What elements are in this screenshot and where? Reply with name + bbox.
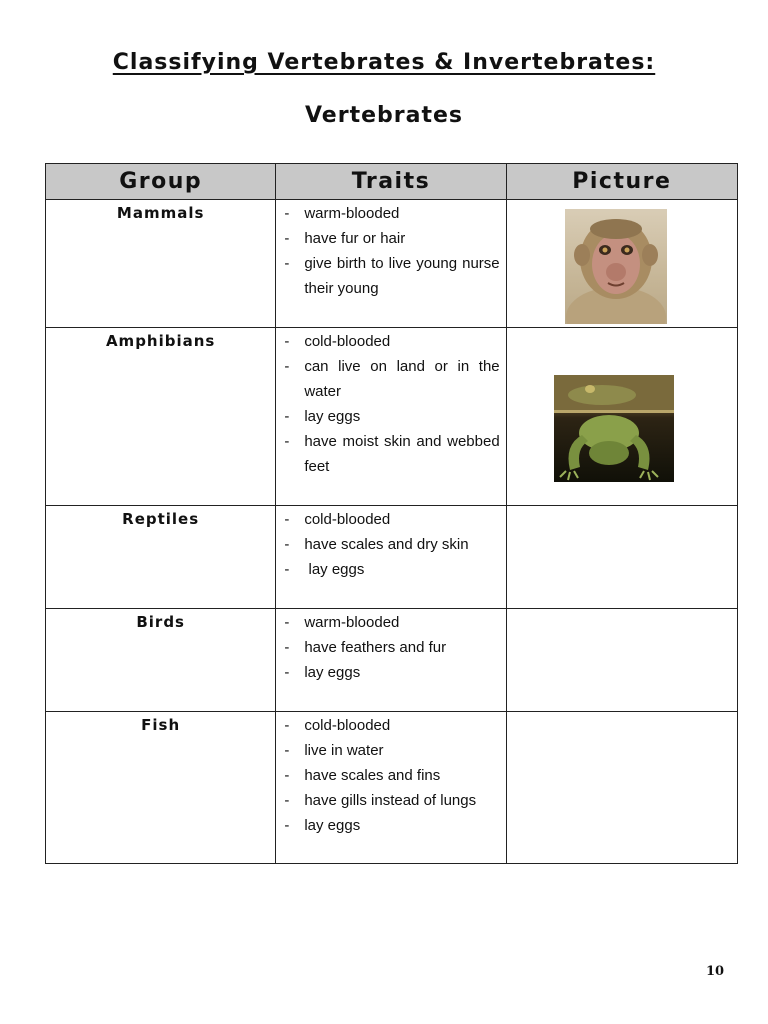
picture-cell	[506, 506, 737, 609]
traits-list	[276, 712, 505, 838]
trait-item: - have fur or hair	[304, 226, 499, 251]
table-row-birds	[46, 609, 738, 712]
trait-item: - lay eggs	[304, 660, 499, 685]
picture-cell	[506, 609, 737, 712]
trait-item: - give birth to live young nurse their young	[304, 251, 499, 301]
trait-item: - lay eggs	[304, 557, 499, 582]
traits-cell	[276, 328, 506, 506]
traits-list	[276, 506, 505, 582]
table-row-reptiles	[46, 506, 738, 609]
trait-item: - live in water	[304, 738, 499, 763]
trait-item: - lay eggs	[304, 404, 499, 429]
trait-item: - have moist skin and webbed feet	[304, 429, 499, 479]
frog-photo	[554, 375, 674, 482]
traits-cell	[276, 200, 506, 328]
trait-item: - can live on land or in the water	[304, 354, 499, 404]
section-subtitle: Vertebrates	[304, 103, 463, 128]
group-cell: Mammals	[46, 200, 276, 328]
traits-list	[276, 609, 505, 685]
group-cell: Reptiles	[46, 506, 276, 609]
trait-item: - cold-blooded	[304, 713, 499, 738]
trait-item: - have scales and fins	[304, 763, 499, 788]
page-number: 10	[706, 964, 725, 979]
monkey-photo	[565, 209, 667, 324]
trait-item: - have scales and dry skin	[304, 532, 499, 557]
traits-cell	[276, 712, 506, 864]
table-header-row	[46, 164, 738, 200]
page-title: Classifying Vertebrates & Invertebrates:	[112, 50, 656, 75]
picture-cell	[506, 328, 737, 506]
trait-item: - warm-blooded	[304, 610, 499, 635]
vertebrates-table	[45, 163, 738, 864]
traits-cell	[276, 609, 506, 712]
traits-list	[276, 328, 505, 479]
header-traits: Traits	[276, 164, 506, 200]
group-cell: Amphibians	[46, 328, 276, 506]
table-row-mammals	[46, 200, 738, 328]
traits-cell	[276, 506, 506, 609]
picture-cell	[506, 712, 737, 864]
group-cell: Birds	[46, 609, 276, 712]
trait-item: - cold-blooded	[304, 507, 499, 532]
trait-item: - cold-blooded	[304, 329, 499, 354]
header-picture: Picture	[506, 164, 737, 200]
trait-item: - have feathers and fur	[304, 635, 499, 660]
table-row-fish	[46, 712, 738, 864]
trait-item: - warm-blooded	[304, 201, 499, 226]
group-cell: Fish	[46, 712, 276, 864]
trait-item: - have gills instead of lungs	[304, 788, 499, 813]
trait-item: - lay eggs	[304, 813, 499, 838]
header-group: Group	[46, 164, 276, 200]
traits-list	[276, 200, 505, 301]
table-row-amphibians	[46, 328, 738, 506]
picture-cell	[506, 200, 737, 328]
